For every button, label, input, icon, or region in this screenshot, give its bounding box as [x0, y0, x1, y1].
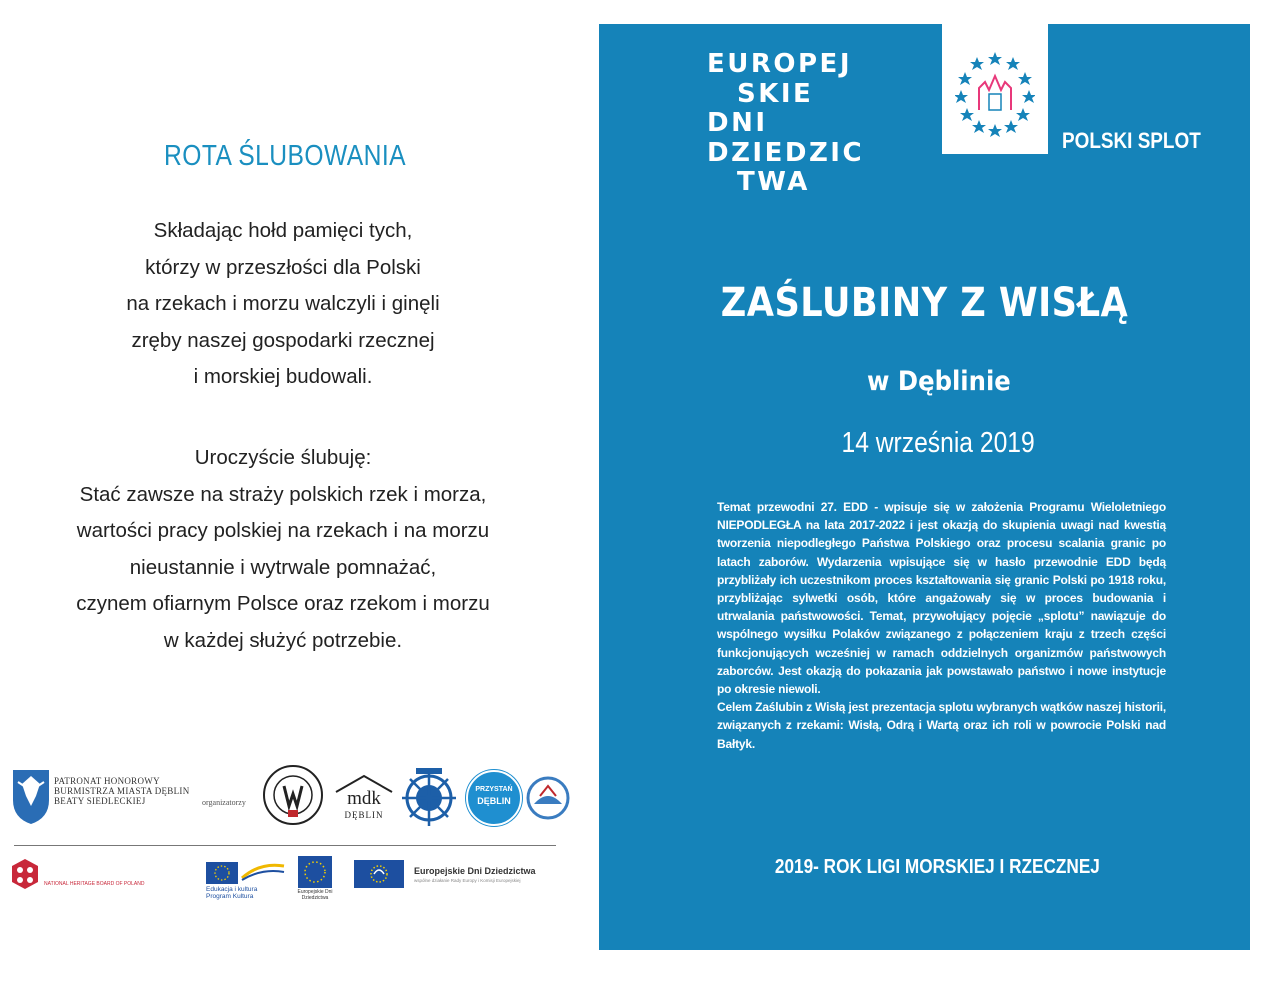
- edd-wordmark-line: EUROPEJ: [707, 49, 852, 79]
- left-page: [0, 0, 590, 989]
- ship-wheel-logo: [402, 766, 456, 826]
- council-of-europe-flag-icon: [354, 860, 404, 888]
- main-title: ZAŚLUBINY Z WISŁĄ: [720, 280, 1129, 326]
- oath-stanza-1: [0, 213, 566, 396]
- eu-culture-line: Program Kultura: [206, 893, 254, 900]
- deblin-coat-of-arms-icon: [10, 766, 52, 826]
- edd-wordmark-line: TWA: [737, 167, 810, 197]
- oath-line: czynem ofiarnym Polsce oraz rzekom i morzu: [76, 592, 490, 615]
- edd-flag-caption: [292, 890, 338, 901]
- oath-line: zręby naszej gospodarki rzecznej: [131, 328, 435, 352]
- edd-emblem-box: [942, 24, 1048, 154]
- oath-line: nieustannie i wytrwale pomnażać,: [129, 555, 437, 579]
- footer-slogan: 2019- ROK LIGI MORSKIEJ I RZECZNEJ: [774, 856, 1100, 878]
- edd-brand-title: Europejskie Dni Dziedzictwa: [414, 866, 536, 876]
- edd-wordmark-line: DZIEDZIC: [707, 137, 865, 168]
- edd-wordmark-line: DNI: [707, 108, 768, 138]
- description-paragraph: Temat przewodni 27. EDD - wpisuje się w założenia Programu Wieloletniego NIEPODLEGŁA na lata 2017-2022 i jest okazją do skupienia uwagi nad kwestią tworzenia niepodległego Państwa Polskiego oraz procesu scalania granic po latach zaborów. Wydarzenia wpisujące się w hasło przewodnie EDD będą przybliżały ich uczestnikom proces kształtowania się granic Polski po 1918 roku, przybliżając sylwetki osób, które angażowały się w proces budowania i utrwalania państwowości. Temat, przywołujący pojęcie „splotu” nawiązuje do wspólnego wysiłku Polaków związanego z połączeniem kraju z trzech części funkcjonujących wcześniej w ramach oddzielnych organizmów państwowych zaborców. Jest okazją do pokazania jak powstawało państwo i nowe instytucje po okresie niewoli.: [717, 500, 1166, 697]
- right-page-cover: [599, 24, 1250, 950]
- mdk-deblin-logo: [334, 774, 394, 824]
- eu-flag-icon: [206, 862, 238, 884]
- patronat-line: BEATY SIEDLECKIEJ: [54, 796, 146, 806]
- organizatorzy-label: organizatorzy: [202, 798, 246, 807]
- patronat-line: PATRONAT HONOROWY: [54, 776, 160, 786]
- oath-line: Składając hołd pamięci tych,: [153, 219, 413, 242]
- edd-brand-sub: wspólne działanie Rady Europy i Komisji Europejskiej: [414, 878, 521, 883]
- eu-culture-caption: [206, 886, 257, 900]
- description-paragraph: Celem Zaślubin z Wisłą jest prezentacja splotu wybranych wątków naszej historii, związanych z rzekami: Wisłą, Odrą i Wartą oraz ich roli w powrocie Polski nad Bałtyk.: [717, 700, 1166, 751]
- description-text: [717, 498, 1166, 753]
- oath-line: Stać zawsze na straży polskich rzek i morza,: [79, 482, 487, 506]
- muzeum-sil-powietrznych-logo: [262, 764, 324, 826]
- oath-line: którzy w przeszłości dla Polski: [145, 255, 421, 279]
- event-place: w Dęblinie: [867, 366, 1011, 397]
- patronat-text: [54, 776, 190, 806]
- edd-flag-caption-line: Dziedzictwa: [301, 894, 329, 901]
- event-date: 14 września 2019: [841, 427, 1035, 459]
- regional-round-logo: [526, 774, 570, 822]
- oath-line: i morskiej budowali.: [193, 365, 373, 388]
- sponsor-logos-row: [10, 760, 580, 830]
- nhb-logo-icon: [10, 858, 40, 890]
- przystan-deblin-logo: [466, 770, 522, 826]
- oath-line: na rzekach i morzu walczyli i ginęli: [126, 292, 440, 315]
- partner-logos-row: [10, 852, 580, 912]
- rota-title: ROTA ŚLUBOWANIA: [164, 140, 406, 172]
- mdk-sub: DĘBLIN: [344, 810, 384, 820]
- edd-flag-icon: [298, 856, 332, 888]
- eu-culture-line: Edukacja i kultura: [206, 886, 258, 893]
- przystan-sub: DĘBLIN: [477, 796, 511, 806]
- oath-line: wartości pracy polskiej na rzekach i na morzu: [76, 519, 490, 542]
- oath-stanza-2: [0, 440, 566, 659]
- patronat-line: BURMISTRZA MIASTA DĘBLIN: [54, 786, 190, 796]
- oath-line: w każdej służyć potrzebie.: [163, 628, 403, 652]
- oath-line: Uroczyście ślubuję:: [194, 446, 372, 469]
- mdk-text: mdk: [347, 788, 381, 809]
- edd-flag-caption-line: Europejskie Dni: [297, 889, 333, 895]
- edd-wordmark-line: SKIE: [737, 78, 814, 109]
- edd-wordmark: [707, 50, 864, 198]
- nhb-text: NATIONAL HERITAGE BOARD OF POLAND: [44, 881, 145, 887]
- przystan-text: PRZYSTAŃ: [475, 786, 513, 793]
- logos-divider: [14, 845, 556, 846]
- polski-splot-label: POLSKI SPLOT: [1062, 128, 1201, 153]
- edd-stars-emblem-icon: [955, 48, 1035, 138]
- culture-swoosh-icon: [240, 860, 286, 882]
